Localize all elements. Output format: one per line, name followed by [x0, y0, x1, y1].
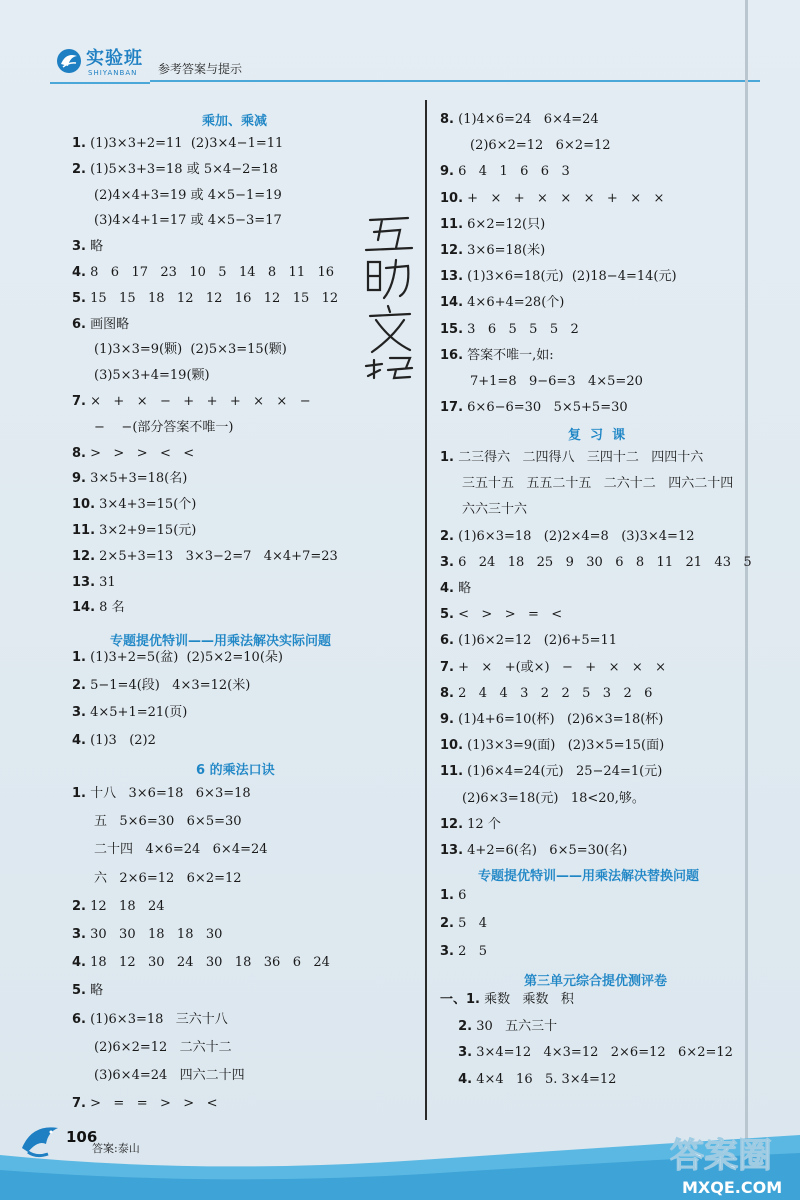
answer-line — [72, 446, 194, 462]
question-number: 1. — [72, 136, 86, 151]
answer-text: (1)4×6=24 6×4=24 — [453, 112, 599, 127]
question-number: 4. — [72, 265, 86, 280]
answer-text: 乘数 乘数 积 — [479, 992, 574, 1007]
question-number: 8. — [440, 685, 454, 701]
question-number: 2. — [440, 528, 454, 544]
answer-text: 3×4+3=15(个) — [95, 497, 197, 513]
answer-text: > = = > > < — [85, 1096, 218, 1112]
question-number: 3. — [440, 1045, 473, 1060]
answer-text: 略 — [85, 983, 104, 999]
answer-text: 8 6 17 23 10 5 14 8 11 16 — [85, 265, 335, 280]
answer-line — [440, 916, 487, 932]
answer-line — [94, 342, 287, 358]
answer-line — [440, 322, 579, 338]
question-number: 10. — [440, 190, 464, 206]
answer-text: > > > < < — [85, 445, 195, 461]
question-number: 一、1. — [440, 992, 480, 1007]
answer-text: 答案不唯一,如: — [463, 347, 554, 363]
question-number: 15. — [440, 321, 464, 337]
answer-line — [72, 471, 187, 487]
question-number: 4. — [440, 1071, 473, 1087]
answer-line — [462, 791, 645, 807]
logo-text: 实验班 — [86, 48, 143, 69]
answer-line — [72, 291, 338, 307]
answer-line — [440, 712, 663, 728]
answer-text: (1)3+2=5(盆) (2)5×2=10(朵) — [85, 650, 283, 665]
header-title: 参考答案与提示 — [158, 62, 243, 76]
answer-line — [72, 1096, 217, 1112]
answer-line — [72, 927, 222, 943]
answer-text: (2)4×4+3=19 或 4×5−1=19 — [94, 187, 282, 203]
answer-text: (1)6×3=18 (2)2×4=8 (3)3×4=12 — [453, 528, 695, 544]
answer-text: 30 30 18 18 30 — [85, 927, 223, 942]
header-rule-left — [50, 82, 150, 84]
answer-line — [72, 523, 196, 539]
question-number: 5. — [72, 983, 86, 999]
answer-line — [440, 944, 487, 960]
question-number: 9. — [440, 712, 454, 727]
answer-text: 二三得六 二四得八 三四十二 四四十六 — [453, 450, 704, 465]
question-number: 12. — [72, 548, 96, 564]
answer-text: (1)6×2=12 (2)6+5=11 — [453, 633, 618, 649]
answer-text: (1)3×6=18(元) (2)18−4=14(元) — [463, 269, 677, 285]
answer-text: (1)3×3=9(颗) (2)5×3=15(颗) — [94, 342, 287, 358]
question-number: 8. — [440, 112, 454, 127]
answer-line — [440, 686, 652, 702]
question-number: 3. — [440, 554, 454, 570]
answer-text: 4+2=6(名) 6×5=30(名) — [463, 843, 628, 858]
answer-line — [440, 1019, 557, 1035]
answer-line — [94, 871, 242, 887]
answer-text: (2)6×2=12 二六十二 — [94, 1039, 232, 1055]
answer-text: (1)6×4=24(元) 25−24=1(元) — [463, 764, 663, 780]
answer-line — [72, 786, 251, 802]
question-number: 3. — [72, 705, 86, 720]
answer-line — [440, 888, 466, 904]
question-number: 3. — [72, 927, 86, 942]
question-number: 17. — [440, 400, 464, 416]
question-number: 7. — [72, 1096, 86, 1112]
answer-line — [470, 374, 643, 390]
answer-line — [440, 1072, 616, 1088]
question-number: 5. — [440, 607, 454, 623]
question-number: 13. — [440, 843, 464, 858]
question-number: 5. — [72, 290, 86, 306]
watermark-text: 答案圈 — [670, 1136, 772, 1176]
question-number: 6. — [440, 633, 454, 649]
answer-line — [440, 295, 564, 311]
answer-text: 二十四 4×6=24 6×4=24 — [94, 842, 268, 858]
question-number: 11. — [72, 523, 96, 538]
answer-line — [440, 581, 471, 597]
question-number: 14. — [72, 600, 96, 616]
answer-line — [440, 164, 570, 180]
dolphin-logo-icon — [56, 48, 82, 74]
question-number: 4. — [72, 732, 86, 748]
answer-text: 六六三十六 — [462, 502, 528, 518]
answer-line — [440, 764, 662, 780]
answer-line — [72, 265, 334, 281]
answer-line — [440, 817, 501, 833]
answer-line — [440, 843, 627, 859]
question-number: 13. — [72, 574, 96, 590]
footer-note: 答案:泰山 — [92, 1142, 140, 1155]
answer-text: 15 15 18 12 12 16 12 15 12 — [85, 290, 339, 306]
answer-line — [440, 738, 664, 754]
answer-line — [440, 633, 617, 649]
answer-text: + × +(或×) − + × × × — [453, 659, 667, 675]
answer-line — [440, 529, 695, 545]
answer-text: 3×2+9=15(元) — [95, 523, 197, 538]
answer-line — [94, 420, 233, 436]
answer-text: 7+1=8 9−6=3 4×5=20 — [470, 374, 643, 389]
answer-text: 6 4 1 6 6 3 — [453, 164, 570, 180]
answer-text: 6×6−6=30 5×5+5=30 — [463, 400, 628, 416]
answer-line — [72, 955, 330, 971]
answer-line — [440, 660, 666, 676]
answer-text: 2 5 — [453, 944, 488, 959]
answer-text: 略 — [453, 581, 472, 596]
answer-text: 6 — [453, 888, 467, 903]
section-title: 复 习 课 — [568, 428, 626, 443]
question-number: 7. — [440, 659, 454, 675]
answer-text: (1)5×3+3=18 或 5×4−2=18 — [85, 161, 278, 177]
answer-text: 5−1=4(段) 4×3=12(米) — [85, 677, 251, 693]
answer-text: (3)6×4=24 四六二十四 — [94, 1068, 245, 1083]
answer-line — [440, 348, 554, 364]
answer-text: 十八 3×6=18 6×3=18 — [85, 786, 251, 801]
question-number: 10. — [72, 497, 96, 513]
question-number: 11. — [440, 764, 464, 780]
page-header — [0, 0, 800, 92]
answer-text: 2 4 4 3 2 2 5 3 2 6 — [453, 685, 653, 701]
dolphin-footer-icon — [18, 1118, 66, 1166]
answer-text: 31 — [95, 574, 116, 590]
answer-line — [72, 162, 278, 178]
answer-text: 画图略 — [85, 316, 130, 332]
section-title: 6 的乘法口诀 — [196, 763, 275, 778]
answer-line — [440, 1045, 733, 1061]
question-number: 1. — [72, 786, 86, 801]
answer-text: − −(部分答案不唯一) — [94, 419, 234, 435]
page-edge — [745, 0, 748, 1200]
answer-line — [462, 502, 527, 518]
question-number: 1. — [440, 888, 454, 903]
question-number: 7. — [72, 394, 86, 409]
answer-line — [72, 899, 165, 915]
answer-text: (2)6×2=12 6×2=12 — [470, 138, 611, 154]
answer-line — [72, 136, 283, 152]
question-number: 9. — [72, 471, 86, 487]
header-rule — [150, 80, 760, 82]
answer-text: 12 个 — [463, 816, 501, 832]
answer-text: 4×6+4=28(个) — [463, 295, 565, 311]
question-number: 2. — [72, 161, 86, 177]
answer-line — [440, 400, 628, 416]
answer-line — [440, 243, 545, 259]
watermark-url: MXQE.COM — [682, 1178, 783, 1197]
answer-text: 3 6 5 5 5 2 — [463, 321, 579, 337]
answer-line — [94, 814, 242, 830]
answer-line — [72, 600, 125, 616]
answer-line — [440, 191, 664, 207]
answer-text: × + × − + + + × × − — [85, 394, 311, 409]
answer-line — [94, 1068, 245, 1084]
question-number: 12. — [440, 243, 464, 258]
handwritten-annotation — [360, 210, 420, 380]
answer-line — [72, 733, 156, 749]
answer-line — [440, 607, 562, 623]
answer-text: 5 4 — [453, 916, 488, 931]
question-number: 4. — [440, 581, 454, 596]
answer-text: 30 五六三十 — [472, 1018, 558, 1034]
question-number: 3. — [440, 944, 454, 959]
page-number: 106 — [66, 1128, 98, 1146]
answer-line — [72, 549, 338, 565]
answer-line — [72, 705, 187, 721]
answer-line — [72, 394, 311, 410]
section-title: 专题提优特训——用乘法解决替换问题 — [478, 869, 700, 884]
section-title: 第三单元综合提优测评卷 — [524, 974, 668, 989]
logo-subtext: SHIYANBAN — [88, 69, 138, 77]
question-number: 1. — [72, 650, 86, 665]
question-number: 10. — [440, 738, 464, 754]
answer-line — [440, 269, 677, 285]
answer-line — [440, 555, 752, 571]
answer-line — [470, 138, 611, 154]
answer-text: (3)5×3+4=19(颗) — [94, 368, 210, 384]
answer-line — [462, 476, 733, 492]
column-divider — [425, 100, 427, 1120]
answer-line — [94, 213, 282, 229]
answer-text: 6×2=12(只) — [463, 216, 546, 232]
answer-line — [72, 1012, 228, 1028]
answer-text: 3×5+3=18(名) — [85, 471, 188, 487]
answer-text: (1)3 (2)2 — [85, 732, 156, 748]
answer-text: 五 5×6=30 6×5=30 — [94, 814, 242, 830]
answer-line — [72, 239, 103, 255]
answer-text: (1)3×3=9(面) (2)3×5=15(面) — [463, 738, 665, 754]
question-number: 16. — [440, 347, 464, 363]
answer-line — [440, 992, 574, 1008]
answer-line — [72, 983, 103, 999]
question-number: 2. — [440, 1018, 473, 1034]
answer-text: (3)4×4+1=17 或 4×5−3=17 — [94, 213, 282, 229]
watermark-logo — [660, 1125, 800, 1200]
answer-line — [72, 497, 196, 513]
answer-line — [94, 368, 210, 384]
answer-line — [440, 112, 599, 128]
answer-line — [94, 188, 282, 204]
question-number: 11. — [440, 216, 464, 232]
answer-text: < > > = < — [453, 607, 563, 623]
answer-text: 12 18 24 — [85, 898, 165, 914]
answer-text: (1)6×3=18 三六十八 — [85, 1011, 228, 1027]
answer-text: 略 — [85, 239, 104, 255]
answer-text: 4×5+1=21(页) — [85, 705, 188, 720]
answer-line — [94, 842, 268, 858]
answer-text: 三五十五 五五二十五 二六十二 四六二十四 — [462, 476, 734, 492]
question-number: 8. — [72, 445, 86, 461]
question-number: 6. — [72, 1011, 86, 1027]
answer-text: 3×4=12 4×3=12 2×6=12 6×2=12 — [472, 1045, 733, 1060]
question-number: 13. — [440, 269, 464, 285]
answer-text: (1)4+6=10(杯) (2)6×3=18(杯) — [453, 712, 664, 727]
question-number: 14. — [440, 295, 464, 311]
answer-line — [440, 217, 545, 233]
question-number: 1. — [440, 450, 454, 465]
section-title: 乘加、乘减 — [202, 114, 268, 129]
answer-text: (2)6×3=18(元) 18<20,够。 — [462, 790, 645, 806]
question-number: 9. — [440, 164, 454, 180]
question-number: 2. — [72, 677, 86, 693]
answer-text: 3×6=18(米) — [463, 243, 546, 258]
answer-text: 2×5+3=13 3×3−2=7 4×4+7=23 — [95, 548, 338, 564]
answer-line — [72, 678, 250, 694]
question-number: 6. — [72, 316, 86, 332]
question-number: 12. — [440, 816, 464, 832]
question-number: 4. — [72, 955, 86, 971]
answer-text: 4×4 16 5. 3×4=12 — [472, 1071, 617, 1087]
answer-text: (1)3×3+2=11 (2)3×4−1=11 — [85, 136, 284, 151]
answer-text: 18 12 30 24 30 18 36 6 24 — [85, 955, 330, 971]
answer-text: 六 2×6=12 6×2=12 — [94, 870, 242, 886]
answer-text: + × + × × × + × × — [463, 190, 665, 206]
answer-line — [72, 317, 129, 333]
section-title: 专题提优特训——用乘法解决实际问题 — [110, 634, 332, 649]
answer-text: 6 24 18 25 9 30 6 8 11 21 43 5 — [453, 554, 752, 570]
answer-line — [440, 450, 703, 466]
answer-text: 8 名 — [95, 600, 125, 616]
answer-line — [94, 1040, 232, 1056]
answer-line — [72, 575, 116, 591]
question-number: 2. — [440, 916, 454, 931]
answer-line — [72, 650, 283, 666]
question-number: 2. — [72, 898, 86, 914]
question-number: 3. — [72, 239, 86, 255]
